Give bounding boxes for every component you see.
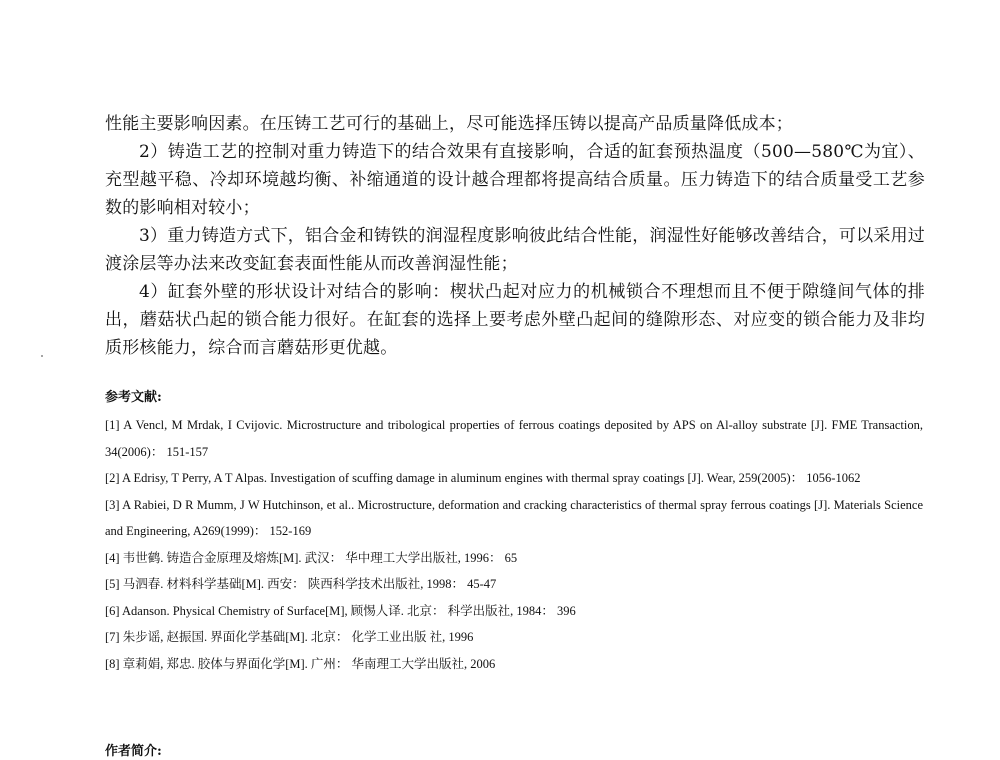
reference-item: [2] A Edrisy, T Perry, A T Alpas. Investigation of scuffing damage in aluminum engines with thermal spray coatings [J]. Wear, 259(2005)： 1056-1062 [105,471,861,485]
paragraph-continuation: 性能主要影响因素。在压铸工艺可行的基础上，尽可能选择压铸以提高产品质量降低成本； [105,114,793,134]
reference-item: [6] Adanson. Physical Chemistry of Surface[M], 顾惕人译. 北京： 科学出版社, 1984： 396 [105,603,576,618]
paragraph-point-2: 2）铸造工艺的控制对重力铸造下的结合效果有直接影响，合适的缸套预热温度（500—580℃为宜）、充型越平稳、冷却环境越均衡、补缩通道的设计越合理都将提高结合质量。压力铸造下的结合质量受工艺参数的影响相对较小； [105,142,925,218]
paragraph-point-4: 4）缸套外壁的形状设计对结合的影响：楔状凸起对应力的机械锁合不理想而且不便于隙缝间气体的排出，蘑菇状凸起的锁合能力很好。在缸套的选择上要考虑外壁凸起间的缝隙形态、对应变的锁合能力及非均质形核能力，综合而言蘑菇形更优越。 [105,282,925,358]
paragraph-point-3: 3）重力铸造方式下，铝合金和铸铁的润湿程度影响彼此结合性能，润湿性好能够改善结合，可以采用过渡涂层等办法来改变缸套表面性能从而改善润湿性能； [105,226,925,274]
reference-item: [3] A Rabiei, D R Mumm, J W Hutchinson, et al.. Microstructure, deformation and cracking characteristics of thermal spray ferrous coatings [J]. Materials Science and Engineering, A269(1999)： 152-169 [105,497,923,538]
conclusion-section [105,110,925,362]
reference-item: [5] 马泗春. 材料科学基础[M]. 西安： 陕西科学技术出版社, 1998： 45-47 [105,577,497,591]
references-heading: 参考文献: [105,390,162,405]
reference-item: [8] 章莉娟, 郑忠. 胶体与界面化学[M]. 广州： 华南理工大学出版社, 2006 [105,656,496,671]
reference-item: [1] A Vencl, M Mrdak, I Cvijovic. Microstructure and tribological properties of ferrous coatings deposited by APS on Al-alloy substrate [J]. FME Transaction, 34(2006)： 151-157 [105,418,923,459]
reference-item: [7] 朱步谣, 赵振国. 界面化学基础[M]. 北京： 化学工业出版 社, 1996 [105,630,474,644]
reference-list [105,412,923,677]
reference-item: [4] 韦世鹤. 铸造合金原理及熔炼[M]. 武汉： 华中理工大学出版社, 1996： 65 [105,550,518,565]
author-bio-heading: 作者简介: [105,744,162,759]
scan-speck [41,355,43,357]
